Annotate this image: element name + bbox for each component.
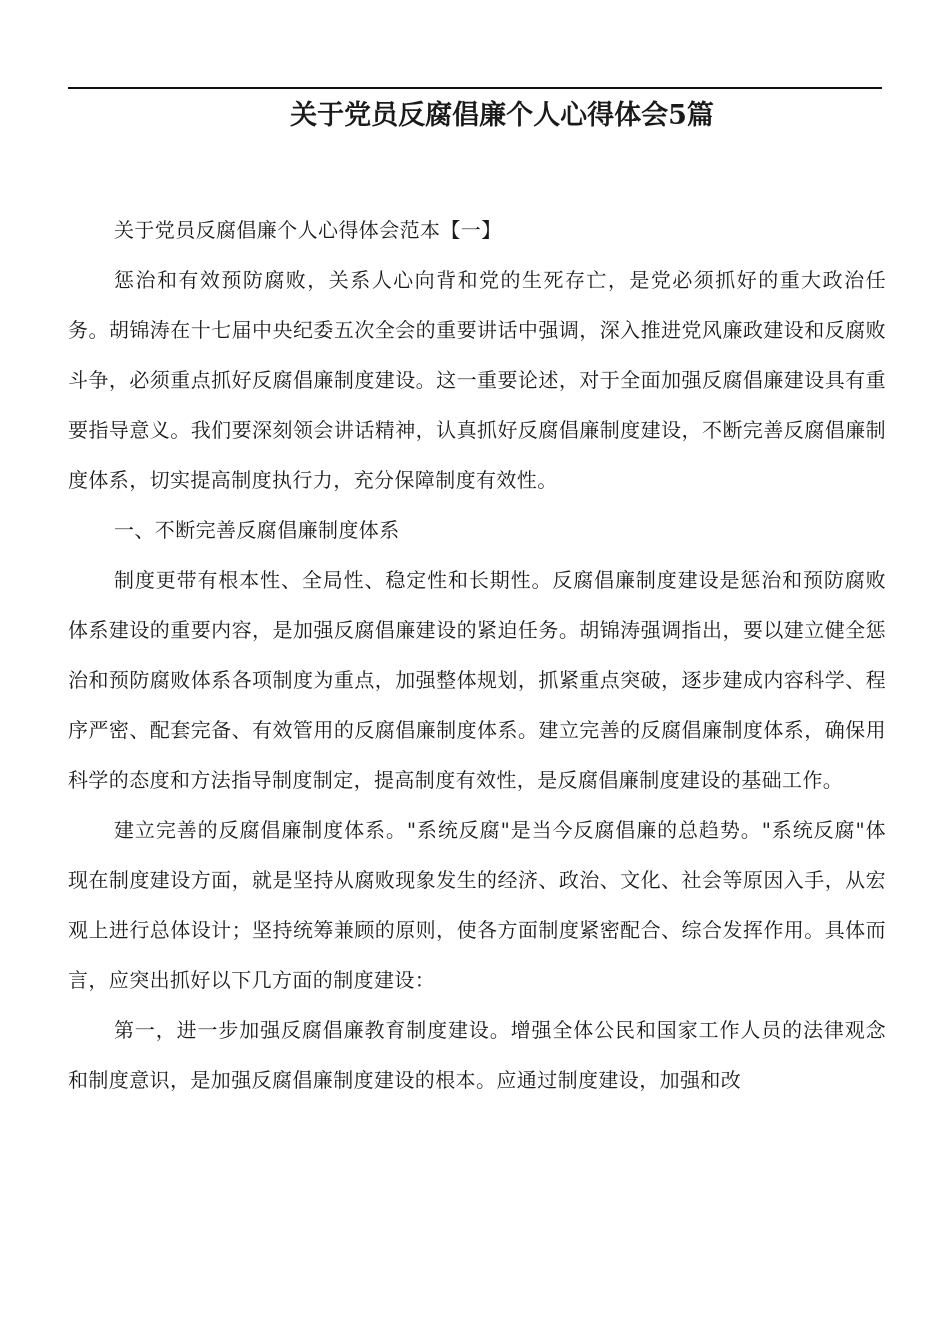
- section-heading: 关于党员反腐倡廉个人心得体会范本【一】: [114, 218, 502, 242]
- paragraph: 第一，进一步加强反腐倡廉教育制度建设。增强全体公民和国家工作人员的法律观念和制度意识，是加强反腐倡廉制度建设的根本。应通过制度建设，加强和改: [68, 1018, 886, 1092]
- subsection-heading: 一、不断完善反腐倡廉制度体系: [114, 518, 400, 542]
- paragraph: 制度更带有根本性、全局性、稳定性和长期性。反腐倡廉制度建设是惩治和预防腐败体系建设的重要内容，是加强反腐倡廉建设的紧迫任务。胡锦涛强调指出，要以建立健全惩治和预防腐败体系各项制度为重点，加强整体规划，抓紧重点突破，逐步建成内容科学、程序严密、配套完备、有效管用的反腐倡廉制度体系。建立完善的反腐倡廉制度体系，确保用科学的态度和方法指导制度制定，提高制度有效性，是反腐倡廉制度建设的基础工作。: [68, 568, 886, 792]
- paragraph: 建立完善的反腐倡廉制度体系。"系统反腐"是当今反腐倡廉的总趋势。"系统反腐"体现在制度建设方面，就是坚持从腐败现象发生的经济、政治、文化、社会等原因入手，从宏观上进行总体设计；坚持统筹兼顾的原则，使各方面制度紧密配合、综合发挥作用。具体而言，应突出抓好以下几方面的制度建设：: [68, 818, 886, 992]
- document-title: 关于党员反腐倡廉个人心得体会5篇: [290, 100, 714, 131]
- header-rule: [68, 87, 882, 89]
- document-body: [68, 205, 886, 1105]
- paragraph: 惩治和有效预防腐败，关系人心向背和党的生死存亡，是党必须抓好的重大政治任务。胡锦涛在十七届中央纪委五次全会的重要讲话中强调，深入推进党风廉政建设和反腐败斗争，必须重点抓好反腐倡廉制度建设。这一重要论述，对于全面加强反腐倡廉建设具有重要指导意义。我们要深刻领会讲话精神，认真抓好反腐倡廉制度建设，不断完善反腐倡廉制度体系，切实提高制度执行力，充分保障制度有效性。: [68, 268, 886, 492]
